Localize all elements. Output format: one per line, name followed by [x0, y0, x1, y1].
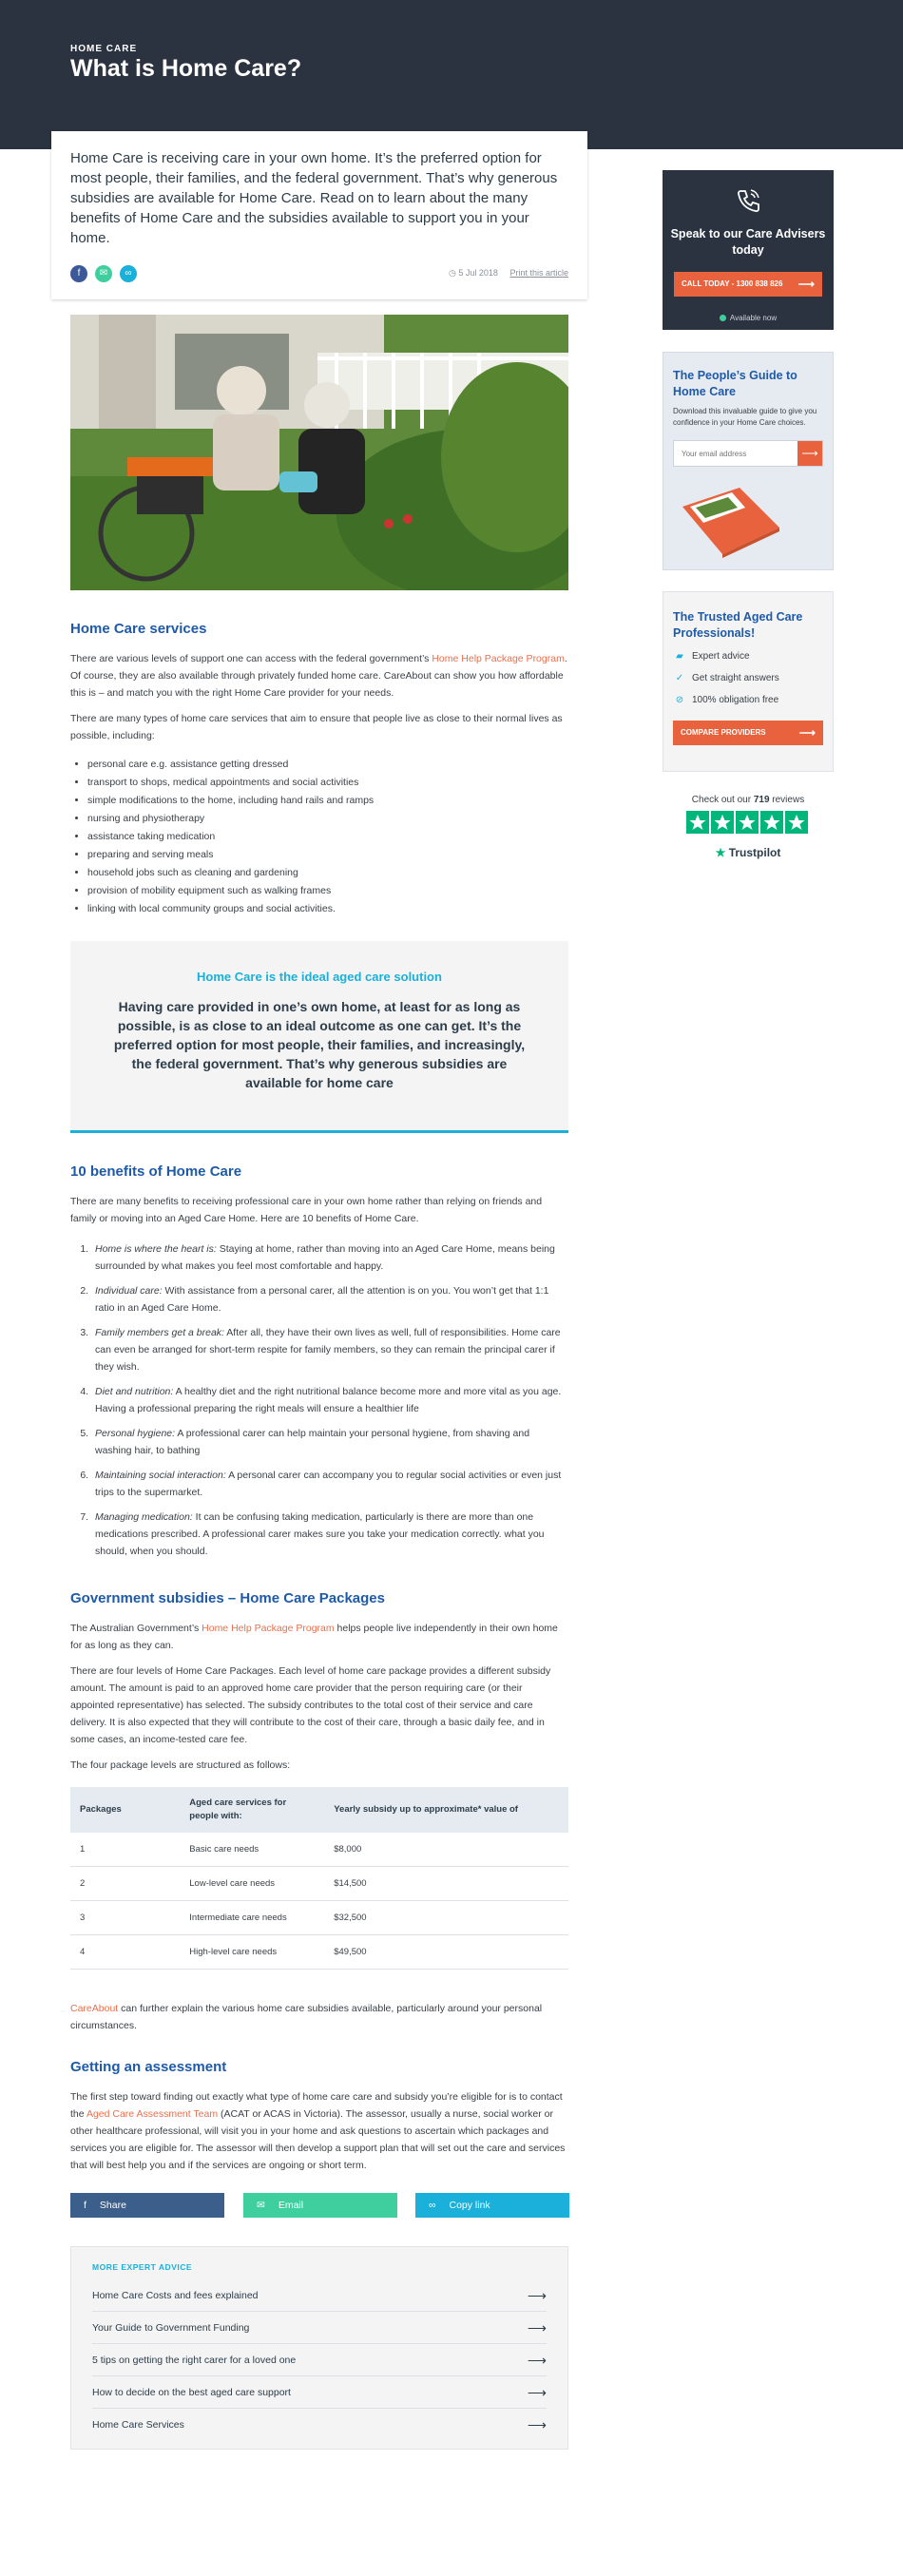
facebook-icon: f [84, 2200, 86, 2211]
arrow-right-icon: ⟶ [798, 726, 816, 740]
table-cell: 1 [70, 1833, 180, 1867]
table-cell: $32,500 [324, 1901, 568, 1935]
link-share-icon[interactable]: ∞ [120, 265, 137, 282]
advice-label: Your Guide to Government Funding [92, 2322, 250, 2334]
assessment-paragraph [70, 2088, 568, 2174]
table-row [70, 1833, 568, 1867]
availability-status [663, 314, 834, 322]
benefit-title: Diet and nutrition: [95, 1386, 174, 1397]
list-item: • linking with local community groups and social activities. [87, 900, 568, 918]
thumbs-up-icon: ✓ [675, 673, 684, 683]
benefit-title: Home is where the heart is: [95, 1243, 217, 1255]
text-span: helps people live independently in their own home for as long as they can. [70, 1623, 558, 1651]
list-item: • nursing and physiotherapy [87, 810, 568, 828]
status-dot-icon [720, 315, 726, 321]
button-label: Email [278, 2200, 304, 2211]
feature-label: Get straight answers [692, 673, 779, 683]
review-count: 719 [753, 795, 770, 805]
advice-label: Home Care Costs and fees explained [92, 2290, 259, 2301]
clock-icon: ◷ [449, 268, 456, 278]
publish-date: 5 Jul 2018 [458, 268, 498, 278]
category-label: HOME CARE [70, 44, 138, 54]
list-item: • assistance taking medication [87, 828, 568, 846]
section-heading-assessment: Getting an assessment [70, 2059, 227, 2075]
benefit-title: Individual care: [95, 1285, 163, 1297]
carer-garden-illustration [70, 315, 568, 590]
advice-link[interactable] [92, 2279, 547, 2312]
email-share-icon[interactable]: ✉ [95, 265, 112, 282]
guide-card [663, 352, 834, 570]
call-title: Speak to our Care Advisers today [670, 227, 826, 257]
list-item [91, 1240, 568, 1275]
status-text: Available now [729, 314, 778, 322]
advice-link[interactable] [92, 2344, 547, 2376]
facebook-share-icon[interactable]: f [70, 265, 87, 282]
call-button[interactable] [674, 272, 822, 297]
subsidies-paragraph-1 [70, 1620, 568, 1654]
print-link[interactable]: Print this article [509, 268, 568, 278]
text-span: (ACAT or ACAS in Victoria). The assessor, usually a nurse, social worker or other healthcare professional, will visit you in your home and ask questions to ascertain which packages and services you are eligible for. The assessor will then develop a support plan that will set out the care and services that will best help you and if the services are ongoing or short term. [70, 2108, 566, 2171]
benefit-title: Personal hygiene: [95, 1428, 176, 1439]
guide-book-image [673, 478, 787, 564]
packages-table [70, 1787, 568, 1970]
benefit-text: A professional carer can help maintain your personal hygiene, from shaving and washing hair, to bathing [95, 1428, 530, 1456]
list-item [91, 1425, 568, 1459]
list-item [91, 1467, 568, 1501]
arrow-right-icon: ⟶ [527, 2385, 547, 2400]
article-body [51, 315, 587, 2450]
page-header [0, 0, 903, 149]
compare-providers-button[interactable] [673, 721, 823, 745]
benefit-text: With assistance from a personal carer, all the attention is on you. You won’t get that 1:1 ratio in an Aged Care Home. [95, 1285, 549, 1314]
trusted-card [663, 591, 834, 772]
list-item: • household jobs such as cleaning and gardening [87, 864, 568, 882]
table-cell: $8,000 [324, 1833, 568, 1867]
list-item: • provision of mobility equipment such as walking frames [87, 882, 568, 900]
button-label: Copy link [449, 2200, 490, 2211]
meta-right [449, 268, 568, 279]
link-icon: ∞ [429, 2200, 436, 2211]
more-expert-advice [70, 2246, 568, 2450]
subsidies-paragraph-3: The four package levels are structured as follows: [70, 1759, 291, 1771]
text-span: can further explain the various home care subsidies available, particularly around your personal circumstances. [70, 2003, 543, 2031]
table-header: Aged care services for people with: [180, 1787, 324, 1833]
advice-link[interactable] [92, 2409, 547, 2441]
table-header-row [70, 1787, 568, 1833]
section-heading-benefits: 10 benefits of Home Care [70, 1163, 242, 1180]
list-item: • personal care e.g. assistance getting dressed [87, 756, 568, 774]
table-cell: High-level care needs [180, 1935, 324, 1970]
feature-item [673, 650, 823, 663]
share-facebook-button[interactable] [70, 2193, 224, 2218]
feature-label: 100% obligation free [692, 695, 779, 705]
phone-icon [731, 183, 765, 218]
advice-label: How to decide on the best aged care support [92, 2387, 291, 2398]
email-icon: ✉ [257, 2200, 265, 2211]
section-heading-services: Home Care services [70, 621, 207, 637]
share-bar [70, 2193, 568, 2218]
list-item [91, 1383, 568, 1417]
benefit-text: Staying at home, rather than moving into an Aged Care Home, means being surrounded by what makes you feel most comfortable and happy. [95, 1243, 555, 1272]
more-heading: MORE EXPERT ADVICE [92, 2262, 193, 2272]
table-cell: Intermediate care needs [180, 1901, 324, 1935]
benefits-intro: There are many benefits to receiving professional care in your own home rather than relying on friends and family or moving into an Aged Care Home. Here are 10 benefits of Home Care. [70, 1196, 543, 1224]
intro-card [51, 131, 587, 299]
acat-link[interactable]: Aged Care Assessment Team [86, 2108, 219, 2120]
feature-item [673, 694, 823, 707]
advice-label: Home Care Services [92, 2419, 184, 2431]
feature-label: Expert advice [692, 651, 750, 662]
call-card [663, 170, 834, 330]
text-span: reviews [769, 795, 805, 805]
list-item [91, 1282, 568, 1317]
hero-photo [70, 315, 568, 590]
guide-description: Download this invaluable guide to give you confidence in your Home Care choices. [673, 407, 817, 427]
article [51, 131, 587, 2450]
table-row [70, 1901, 568, 1935]
subsidies-paragraph-4 [70, 2000, 568, 2034]
review-count-text [663, 795, 834, 805]
brand-name: Trustpilot [728, 846, 781, 859]
no-obligation-icon: ⊘ [675, 695, 684, 705]
table-cell: 4 [70, 1935, 180, 1970]
list-item [91, 1509, 568, 1560]
button-label: Share [99, 2200, 126, 2211]
guide-email-form [673, 440, 823, 467]
chat-icon: ▰ [676, 651, 683, 662]
list-item: • simple modifications to the home, including hand rails and ramps [87, 792, 568, 810]
table-cell: 3 [70, 1901, 180, 1935]
benefit-text: After all, they have their own lives as well, full of responsibilities. Home care can even be arranged for short-term respite for family members, so they can remain the principal carer if they wish. [95, 1327, 561, 1373]
table-cell: 2 [70, 1867, 180, 1901]
list-item: • transport to shops, medical appointments and social activities [87, 774, 568, 792]
arrow-right-icon: ⟶ [527, 2288, 547, 2303]
arrow-right-icon: ⟶ [527, 2417, 547, 2432]
home-help-link[interactable]: Home Help Package Program [432, 653, 565, 664]
section-heading-subsidies: Government subsidies – Home Care Packages [70, 1590, 385, 1606]
callout-quote: Having care provided in one’s own home, at least for as long as possible, is as close to an ideal outcome as one can get. It’s the preferred option for most people, their families, and increasingly, the federal government. That’s why generous subsidies are available for home care [113, 999, 526, 1090]
list-item [91, 1324, 568, 1375]
article-meta [70, 265, 568, 286]
advice-link[interactable] [92, 2376, 547, 2409]
benefit-text: A personal carer can accompany you to regular social activities or even just trips to the supermarket. [95, 1470, 562, 1498]
table-header: Yearly subsidy up to approximate* value of [324, 1787, 568, 1833]
advice-link[interactable] [92, 2312, 547, 2344]
benefits-list [91, 1240, 568, 1560]
text-span: Check out our [691, 795, 754, 805]
subsidies-paragraph-2: There are four levels of Home Care Packages. Each level of home care package provides a different subsidy amount. The amount is paid to an approved home care provider that the person requiring care (or their appointed representative) has selected. The subsidy contributes to the total cost of their service and care delivery. It is also expected that they will contribute to the cost of their care, through a basic daily fee, and in some cases, an income-tested care fee. [70, 1665, 551, 1745]
share-email-button[interactable] [243, 2193, 397, 2218]
benefit-text: A healthy diet and the right nutritional balance become more and more vital as you age. Having a professional preparing the right meals will ensure a healthier life [95, 1386, 562, 1414]
text-span: . Of course, they are also available through privately funded home care. CareAbout can show you how affordable this is – and match you with the right Home Care provider for your needs. [70, 653, 567, 699]
list-item: • preparing and serving meals [87, 846, 568, 864]
submit-arrow-button[interactable]: ⟶ [797, 441, 822, 466]
arrow-right-icon: ⟶ [527, 2353, 547, 2368]
trustpilot-star-icon: ★ [715, 846, 726, 859]
intro-text: Home Care is receiving care in your own home. It’s the preferred option for most people, their families, and the federal government. That’s why generous subsidies are available for Home Care. Read on to learn about the many benefits of Home Care and the subsidies available to support you in your home. [70, 150, 558, 246]
table-row [70, 1935, 568, 1970]
benefit-title: Managing medication: [95, 1511, 193, 1523]
email-input[interactable] [674, 441, 788, 466]
callout-box [70, 941, 568, 1133]
text-span: The Australian Government’s [70, 1623, 202, 1634]
table-row [70, 1867, 568, 1901]
trusted-title: The Trusted Aged Care Professionals! [673, 610, 803, 640]
services-list [87, 756, 568, 918]
guide-title: The People’s Guide to Home Care [673, 369, 797, 398]
table-header: Packages [70, 1787, 180, 1833]
button-label: COMPARE PROVIDERS [681, 728, 766, 737]
text-span: The first step toward finding out exactly what type of home care care and subsidy you’re eligible for is to contact the [70, 2091, 563, 2120]
button-label: CALL TODAY - 1300 838 826 [682, 279, 783, 288]
benefit-title: Maintaining social interaction: [95, 1470, 226, 1481]
page-title: What is Home Care? [70, 55, 302, 82]
arrow-right-icon: ⟶ [797, 278, 815, 291]
text-span: There are various levels of support one can access with the federal government’s [70, 653, 432, 664]
home-help-link-2[interactable]: Home Help Package Program [202, 1623, 335, 1634]
feature-item [673, 672, 823, 685]
careabout-link[interactable]: CareAbout [70, 2003, 119, 2014]
services-paragraph-1 [70, 650, 568, 702]
services-paragraph-2: There are many types of home care services that aim to ensure that people live as close to their normal lives as possible, including: [70, 713, 563, 741]
arrow-right-icon: ⟶ [527, 2320, 547, 2336]
five-star-rating-icon [686, 811, 810, 836]
table-cell: Low-level care needs [180, 1867, 324, 1901]
trustpilot-logo [663, 846, 834, 859]
trustpilot-widget[interactable] [663, 795, 834, 859]
table-cell: $49,500 [324, 1935, 568, 1970]
benefit-text: It can be confusing taking medication, particularly is there are more than one medications prescribed. A professional carer makes sure you take your medication correctly. what you should, when you should. [95, 1511, 545, 1557]
table-cell: Basic care needs [180, 1833, 324, 1867]
advice-label: 5 tips on getting the right carer for a loved one [92, 2355, 297, 2366]
callout-title: Home Care is the ideal aged care solution [197, 970, 442, 984]
benefit-title: Family members get a break: [95, 1327, 224, 1338]
copy-link-button[interactable] [415, 2193, 569, 2218]
table-cell: $14,500 [324, 1867, 568, 1901]
